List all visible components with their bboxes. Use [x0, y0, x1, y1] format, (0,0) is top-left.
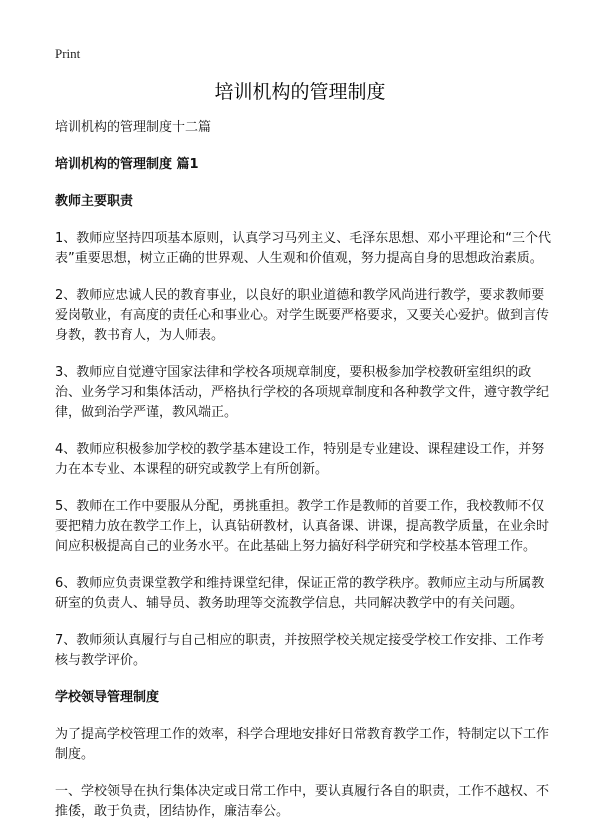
- teacher-duty-item: 1、教师应坚持四项基本原则，认真学习马列主义、毛泽东思想、邓小平理论和“三个代表”重要思想，树立正确的世界观、人生观和价值观，努力提高自身的思想政治素质。: [55, 231, 552, 266]
- teacher-duty-item: 5、教师在工作中要服从分配，勇挑重担。教学工作是教师的首要工作，我校教师不仅要把精力放在教学工作上，认真钻研教材，认真备课、讲课，提高教学质量，在业余时间应积极提高自己的业务水平。在此基础上努力搞好科学研究和学校基本管理工作。: [55, 499, 550, 554]
- teacher-duty-item: 6、教师应负责课堂教学和维持课堂纪律，保证正常的教学秩序。教师应主动与所属教研室的负责人、辅导员、教务助理等交流教学信息，共同解决教学中的有关问题。: [55, 576, 545, 611]
- teacher-duty-item: 4、教师应积极参加学校的教学基本建设工作，特别是专业建设、课程建设工作，并努力在本专业、本课程的研究或教学上有所创新。: [55, 442, 545, 477]
- leadership-heading: 学校领导管理制度: [55, 690, 160, 705]
- teacher-duty-item: 3、教师应自觉遵守国家法律和学校各项规章制度，要积极参加学校教研室组织的政治、业务学习和集体活动，严格执行学校的各项规章制度和各种教学文件，遵守教学纪律，做到治学严谨，教风端正。: [55, 365, 550, 420]
- section-heading: 培训机构的管理制度 篇1: [55, 157, 199, 172]
- page-title: 培训机构的管理制度: [214, 81, 386, 103]
- teacher-duties-heading: 教师主要职责: [55, 194, 134, 209]
- leadership-paragraph: 一、学校领导在执行集体决定或日常工作中，要认真履行各自的职责，工作不越权、不推倭，敢于负责，团结协作，廉洁奉公。: [55, 784, 550, 819]
- teacher-duty-item: 2、教师应忠诚人民的教育事业，以良好的职业道德和教学风尚进行教学，要求教师要爱岗敬业，有高度的责任心和事业心。对学生既要严格要求，又要关心爱护。做到言传身教，教书育人，为人师表。: [55, 288, 550, 343]
- teacher-duty-item: 7、教师须认真履行与自己相应的职责，并按照学校关规定接受学校工作安排、工作考核与教学评价。: [55, 633, 545, 668]
- leadership-paragraph: 为了提高学校管理工作的效率，科学合理地安排好日常教育教学工作，特制定以下工作制度。: [55, 727, 550, 762]
- document-body: [55, 118, 555, 839]
- document-subtitle: 培训机构的管理制度十二篇: [55, 120, 212, 135]
- print-link[interactable]: Print: [55, 46, 81, 61]
